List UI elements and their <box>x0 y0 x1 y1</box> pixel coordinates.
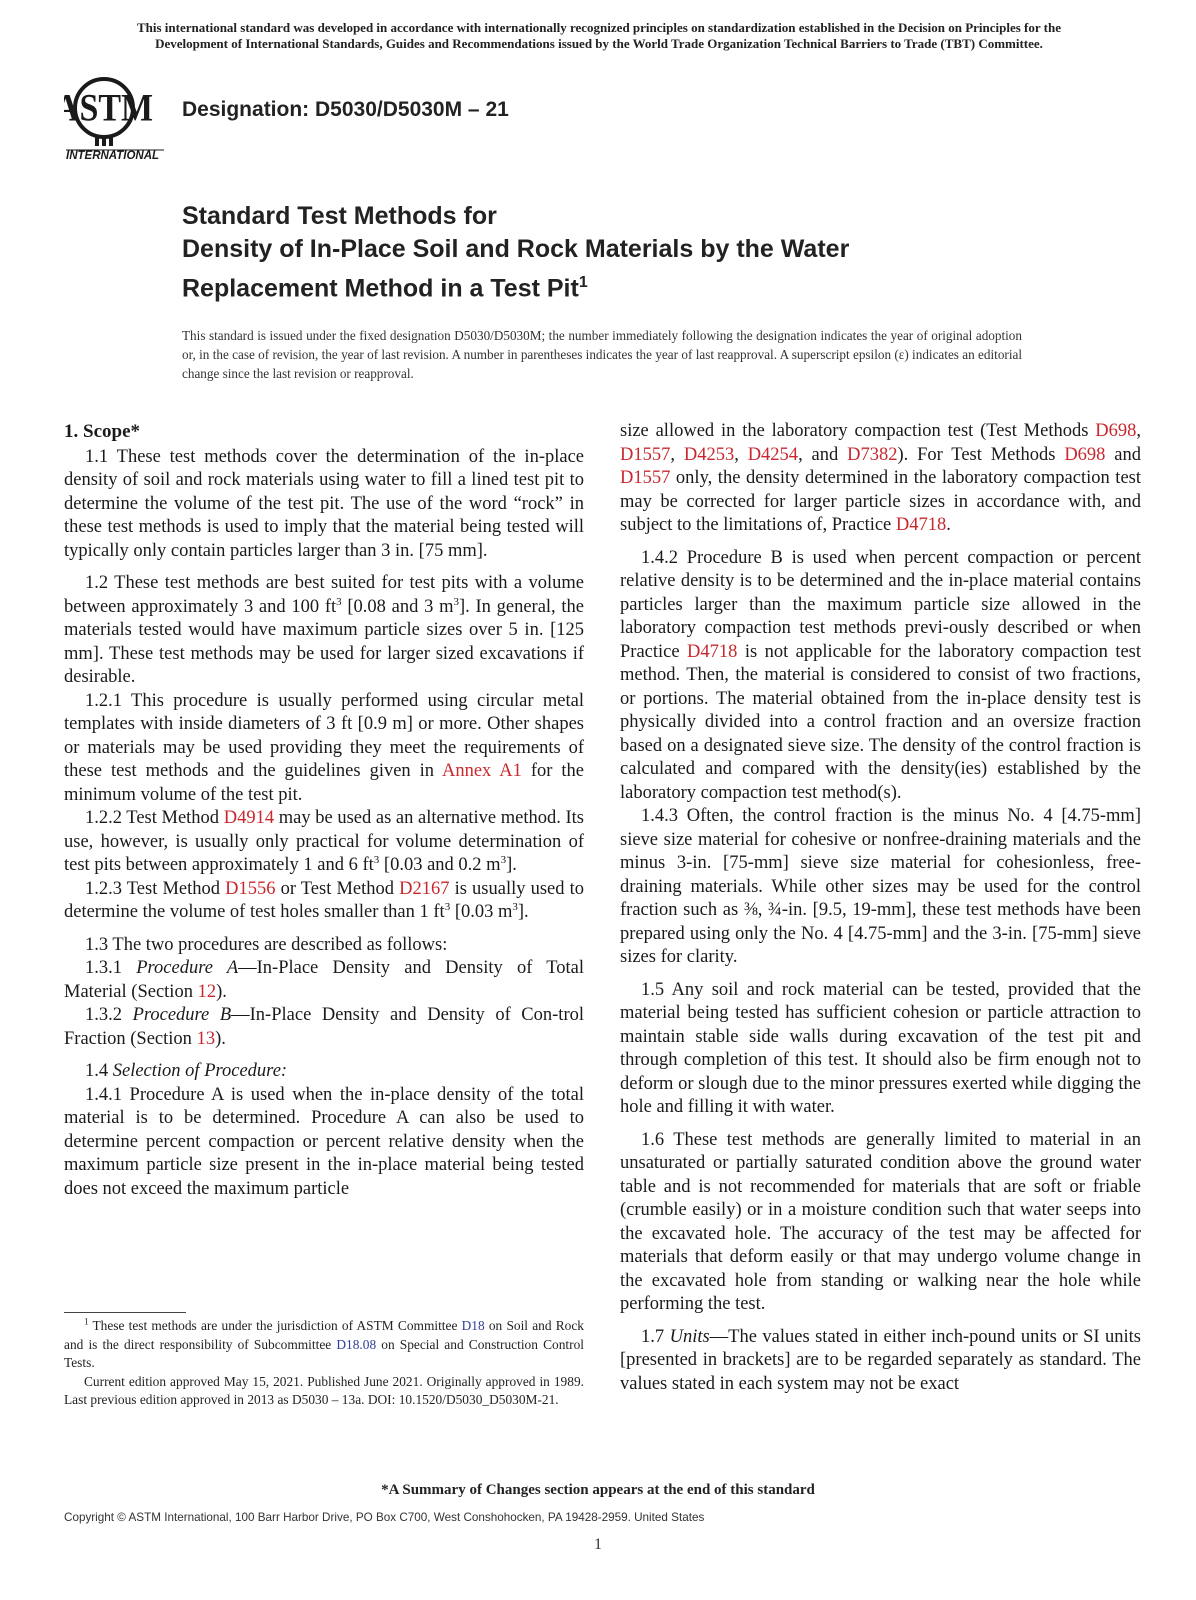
para-1-3-2: 1.3.2 Procedure B—In-Place Density and Density of Con-trol Fraction (Section 13). <box>64 1005 584 1049</box>
title-line-1: Standard Test Methods for <box>182 202 497 230</box>
issuance-note: This standard is issued under the fixed designation D5030/D5030M; the number immediately following the designation indicates the year of original adoption or, in the case of revision, the year of last revision. A number in parentheses indicates the year of last reapproval. A superscript epsilon (ε) indicates an editorial change since the last revision or reapproval. <box>182 328 1022 381</box>
link-d18[interactable]: D18 <box>461 1318 485 1333</box>
link-section-12[interactable]: 12 <box>197 981 217 1002</box>
para-1-4: 1.4 Selection of Procedure: <box>85 1061 288 1081</box>
link-d18-08[interactable]: D18.08 <box>336 1336 377 1352</box>
link-d4718-2[interactable]: D4718 <box>687 641 738 662</box>
link-d2167[interactable]: D2167 <box>399 878 450 899</box>
para-1-4-1: 1.4.1 Procedure A is used when the in-place density of the total material is to be determined. Procedure A can also be used to determine percent compaction or percent relative density when the maximum particle size present in the in-place material being tested does not exceed the maximum particle <box>64 1084 584 1199</box>
para-1-3-1: 1.3.1 Procedure A—In-Place Density and Density of Total Material (Section 12). <box>64 958 584 1002</box>
footnote-1: $^1$ These test methods are under the jurisdiction of ASTM Committee D18 on Soil and Rock and is the direct responsibility of Subcommittee D18.08 on Special and Construction Control Tests. <box>64 1316 585 1370</box>
link-d7382[interactable]: D7382 <box>847 444 898 465</box>
link-d4253[interactable]: D4253 <box>683 444 735 465</box>
page-number: 1 <box>594 1536 602 1553</box>
tbt-notice-line-1: This international standard was developed in accordance with internationally recognized principles on standardization established in the Decision on Principles for the <box>136 20 1061 35</box>
tbt-notice-line-2: Development of International Standards, Guides and Recommendations issued by the World Trade Organization Technical Barriers to Trade (TBT) Committee. <box>155 36 1043 51</box>
link-d4254[interactable]: D4254 <box>747 444 799 465</box>
para-1-2-2: 1.2.2 Test Method D4914 may be used as an alternative method. Its use, however, is usually only practical for volume determination of test pits between approximately 1 and 6 $ft^3$ [0.03 and 0.2 $m^3$]. <box>64 808 584 875</box>
copyright: Copyright © ASTM International, 100 Barr Harbor Drive, PO Box C700, West Conshohocken, PA 19428-2959. United States <box>64 1511 705 1524</box>
title-line-2: Density of In-Place Soil and Rock Materials by the Water <box>182 235 850 263</box>
para-1-7: 1.7 Units—The values stated in either inch-pound units or SI units [presented in brackets] are to be regarded separately as standard. The values stated in each system may not be exact <box>620 1326 1141 1394</box>
para-1-4-1-cont: size allowed in the laboratory compaction test (Test Methods D698, D1557, D4253, D4254, and D7382). For Test Methods D698 and D1557 only, the density determined in the laboratory compaction test may be corrected for larger particle sizes in accordance with, and subject to the limitations of, Practice D4718. <box>620 421 1141 535</box>
title-line-3: Replacement Method in a Test Pit <box>182 274 579 303</box>
title-footnote-mark: 1 <box>578 274 588 291</box>
para-1-2-1: 1.2.1 This procedure is usually performed using circular metal templates with inside diameters of 3 ft [0.9 m] or more. Other shapes or materials may be used providing they meet the requirements of these test methods and the guidelines given in Annex A1 for the minimum volume of the test pit. <box>64 690 584 805</box>
footnote-rule <box>64 1312 186 1313</box>
link-annex-a1[interactable]: Annex A1 <box>441 761 522 781</box>
para-1-3: 1.3 The two procedures are described as follows: <box>85 934 448 955</box>
link-d698-2[interactable]: D698 <box>1064 444 1106 465</box>
link-section-13[interactable]: 13 <box>196 1028 216 1049</box>
para-1-2-3: 1.2.3 Test Method D1556 or Test Method D2167 is usually used to determine the volume of test holes smaller than 1 $ft^3$ [0.03 $m^3$]. <box>64 878 584 922</box>
logo-subtext: INTERNATIONAL <box>66 150 160 162</box>
summary-of-changes-note: *A Summary of Changes section appears at the end of this standard <box>381 1482 815 1498</box>
logo-lettering: ASTM <box>64 85 154 130</box>
tbt-notice <box>64 20 1134 52</box>
para-1-6: 1.6 These test methods are generally limited to material in an unsaturated or partially saturated condition above the ground water table and is not recommended for materials that are soft or friable (crumble easily) or in a moisture condition such that water seeps into the excavated hole. The accuracy of the test may be affected for materials that deform easily or that may undergo volume change in the excavated hole from standing or walking near the hole while performing the test. <box>620 1129 1141 1314</box>
para-1-1: 1.1 These test methods cover the determination of the in-place density of soil and rock materials using water to fill a lined test pit to determine the volume of the test pit. The use of the word “rock” in these test methods is used to imply that the material being tested will typically only contain particles larger than 3 in. [75 mm]. <box>64 446 584 561</box>
para-1-5: 1.5 Any soil and rock material can be tested, provided that the material being tested has sufficient cohesion or particle attraction to maintain stable side walls during excavation of the test pit and through completion of this test. It should also be firm enough not to deform or slough due to the minor pressures exerted while digging the hole and filling it with water. <box>620 979 1141 1117</box>
standard-title <box>182 200 849 305</box>
astm-logo <box>64 70 170 162</box>
left-column <box>64 420 584 1201</box>
link-d1556[interactable]: D1556 <box>225 878 276 899</box>
section-heading-scope: 1. Scope* <box>64 421 140 442</box>
para-1-4-2: 1.4.2 Procedure B is used when percent compaction or percent relative density is to be determined and the in-place material contains particles larger than the maximum particle size allowed in the laboratory compaction test methods previ-ously described or when Practice D4718 is not applicable for the laboratory compaction test method. Then, the material is considered to consist of two fractions, or portions. The material obtained from the in-place density test is physically divided into a control fraction and an oversize fraction based on a designated sieve size. The density of the control fraction is calculated and compared with the density(ies) established by the laboratory compaction test method(s). <box>620 547 1142 803</box>
right-column <box>620 420 1141 1396</box>
link-d4914[interactable]: D4914 <box>223 808 275 828</box>
footnote-2: Current edition approved May 15, 2021. Published June 2021. Originally approved in 1989. Last previous edition approved in 2013 as D5030 – 13a. DOI: 10.1520/D5030_D5030M-21. <box>64 1373 584 1407</box>
para-1-2: 1.2 These test methods are best suited for test pits with a volume between approximately 3 and 100 $ft^3$ [0.08 and 3 $m^3$]. In general, the materials tested would have maximum particle sizes over 5 in. [125 mm]. These test methods may be used for larger sized excavations if desirable. <box>64 573 585 687</box>
link-d1557[interactable]: D1557 <box>620 444 671 465</box>
astm-logo-icon <box>64 70 170 162</box>
para-1-4-3: 1.4.3 Often, the control fraction is the minus No. 4 [4.75-mm] sieve size material for cohesive or nonfree-draining materials and the minus 3-in. [75-mm] sieve size material for cohesionless, free-draining materials. While other sizes may be used for the control fraction such as ⅜, ¾-in. [9.5, 19-mm], these test methods have been prepared using only the No. 4 [4.75-mm] and the 3-in. [75-mm] sieve sizes for clarity. <box>620 806 1141 967</box>
link-d698[interactable]: D698 <box>1095 421 1137 441</box>
footnote <box>64 1317 584 1410</box>
link-d4718[interactable]: D4718 <box>895 515 947 535</box>
link-d1557-2[interactable]: D1557 <box>620 468 671 488</box>
designation: Designation: D5030/D5030M – 21 <box>182 98 509 121</box>
